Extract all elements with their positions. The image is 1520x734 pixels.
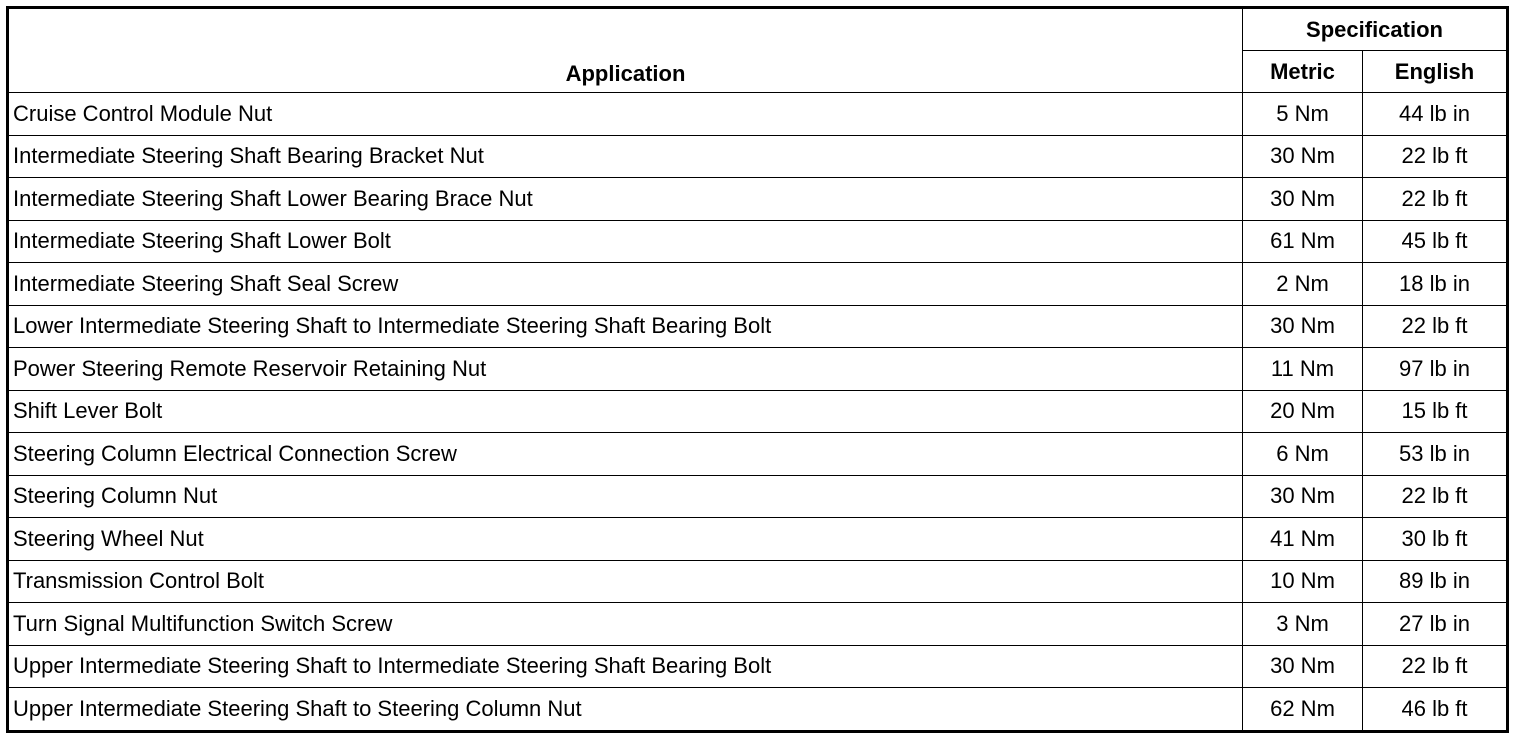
metric-value-cell: 10 Nm <box>1243 560 1363 603</box>
metric-value-cell: 30 Nm <box>1243 135 1363 178</box>
metric-value-cell: 11 Nm <box>1243 348 1363 391</box>
metric-value-cell: 61 Nm <box>1243 220 1363 263</box>
application-cell: Power Steering Remote Reservoir Retaining Nut <box>8 348 1243 391</box>
table-row <box>8 560 1508 603</box>
english-column-header: English <box>1363 51 1508 93</box>
table-row <box>8 603 1508 646</box>
english-value-cell: 18 lb in <box>1363 263 1508 306</box>
table-row <box>8 518 1508 561</box>
english-value-cell: 44 lb in <box>1363 93 1508 136</box>
specification-column-header: Specification <box>1243 8 1508 51</box>
application-cell: Transmission Control Bolt <box>8 560 1243 603</box>
table-row <box>8 178 1508 221</box>
metric-value-cell: 41 Nm <box>1243 518 1363 561</box>
application-cell: Upper Intermediate Steering Shaft to Steering Column Nut <box>8 688 1243 732</box>
application-cell: Intermediate Steering Shaft Seal Screw <box>8 263 1243 306</box>
application-column-header: Application <box>8 8 1243 93</box>
application-cell: Steering Column Nut <box>8 475 1243 518</box>
application-cell: Cruise Control Module Nut <box>8 93 1243 136</box>
english-value-cell: 30 lb ft <box>1363 518 1508 561</box>
metric-value-cell: 30 Nm <box>1243 645 1363 688</box>
metric-value-cell: 30 Nm <box>1243 305 1363 348</box>
english-value-cell: 15 lb ft <box>1363 390 1508 433</box>
english-value-cell: 53 lb in <box>1363 433 1508 476</box>
table-row <box>8 93 1508 136</box>
application-cell: Intermediate Steering Shaft Lower Bolt <box>8 220 1243 263</box>
application-cell: Upper Intermediate Steering Shaft to Intermediate Steering Shaft Bearing Bolt <box>8 645 1243 688</box>
torque-specification-table <box>6 6 1509 733</box>
english-value-cell: 22 lb ft <box>1363 645 1508 688</box>
metric-value-cell: 5 Nm <box>1243 93 1363 136</box>
application-cell: Intermediate Steering Shaft Bearing Bracket Nut <box>8 135 1243 178</box>
english-value-cell: 27 lb in <box>1363 603 1508 646</box>
metric-value-cell: 6 Nm <box>1243 433 1363 476</box>
english-value-cell: 97 lb in <box>1363 348 1508 391</box>
application-cell: Shift Lever Bolt <box>8 390 1243 433</box>
table-row <box>8 305 1508 348</box>
english-value-cell: 22 lb ft <box>1363 178 1508 221</box>
metric-value-cell: 30 Nm <box>1243 475 1363 518</box>
english-value-cell: 89 lb in <box>1363 560 1508 603</box>
english-value-cell: 22 lb ft <box>1363 135 1508 178</box>
english-value-cell: 45 lb ft <box>1363 220 1508 263</box>
metric-value-cell: 20 Nm <box>1243 390 1363 433</box>
table-row <box>8 348 1508 391</box>
table-row <box>8 688 1508 732</box>
application-cell: Intermediate Steering Shaft Lower Bearing Brace Nut <box>8 178 1243 221</box>
english-value-cell: 22 lb ft <box>1363 305 1508 348</box>
metric-value-cell: 62 Nm <box>1243 688 1363 732</box>
english-value-cell: 46 lb ft <box>1363 688 1508 732</box>
table-row <box>8 390 1508 433</box>
application-cell: Steering Column Electrical Connection Screw <box>8 433 1243 476</box>
metric-value-cell: 3 Nm <box>1243 603 1363 646</box>
table-row <box>8 135 1508 178</box>
application-cell: Turn Signal Multifunction Switch Screw <box>8 603 1243 646</box>
metric-column-header: Metric <box>1243 51 1363 93</box>
table-row <box>8 645 1508 688</box>
metric-value-cell: 2 Nm <box>1243 263 1363 306</box>
application-cell: Steering Wheel Nut <box>8 518 1243 561</box>
table-body <box>8 93 1508 732</box>
application-cell: Lower Intermediate Steering Shaft to Intermediate Steering Shaft Bearing Bolt <box>8 305 1243 348</box>
table-row <box>8 475 1508 518</box>
table-row <box>8 220 1508 263</box>
english-value-cell: 22 lb ft <box>1363 475 1508 518</box>
header-row-top <box>8 8 1508 51</box>
table-row <box>8 433 1508 476</box>
table-row <box>8 263 1508 306</box>
table-header <box>8 8 1508 93</box>
metric-value-cell: 30 Nm <box>1243 178 1363 221</box>
